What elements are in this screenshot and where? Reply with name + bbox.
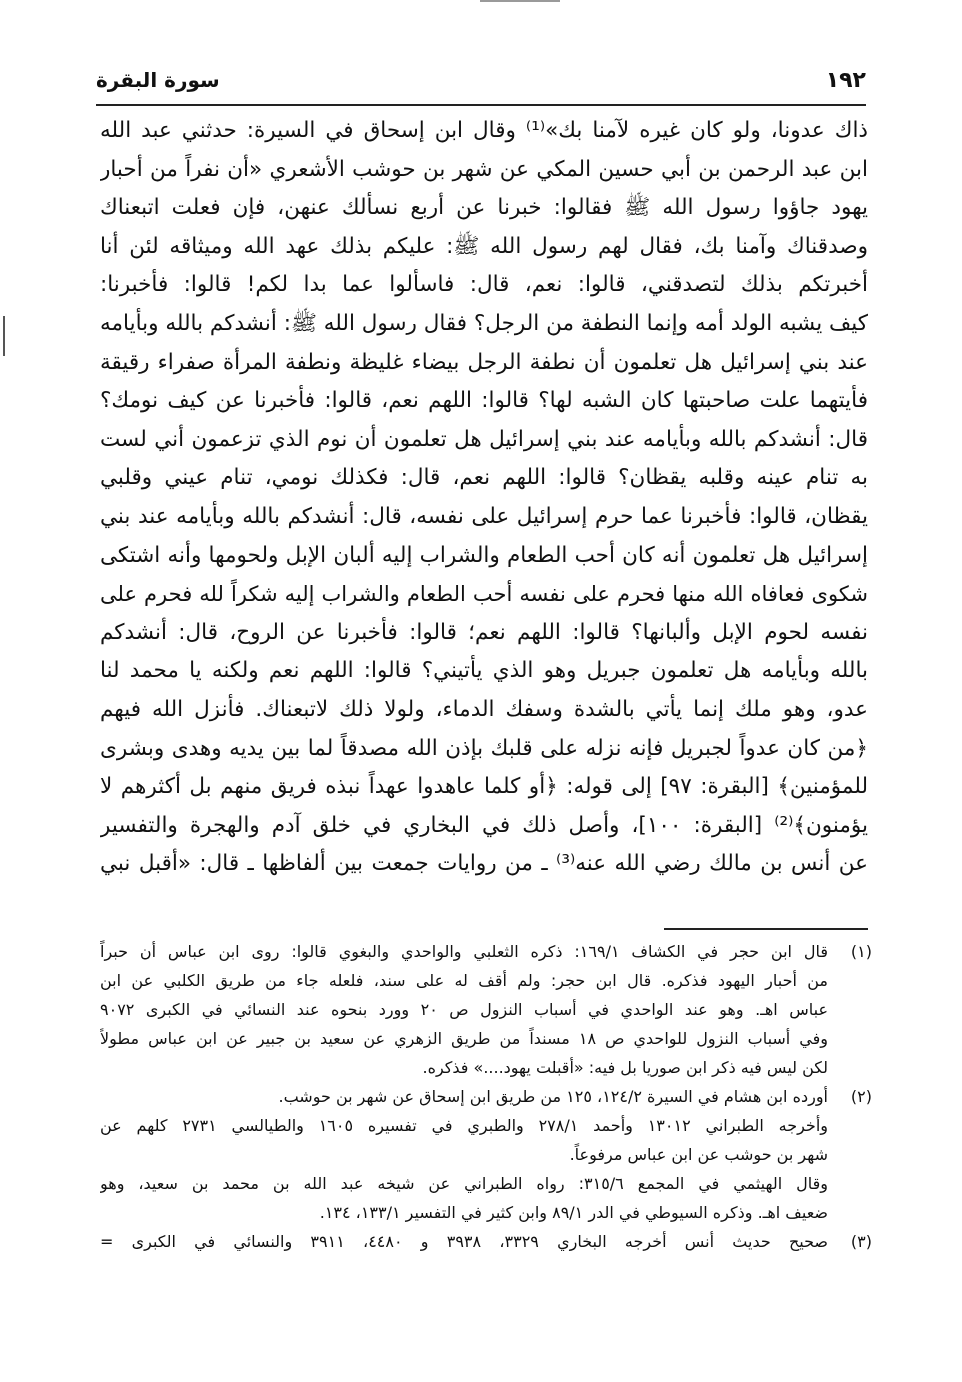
footnote-text: ضعيف اهـ. وذكره السيوطي في الدر ٨٩/١ وابن كثير في التفسير ١٣٣/١، ١٣٤. — [319, 1203, 828, 1222]
footnote-text: شهر بن حوشب عن ابن عباس مرفوعاً. — [569, 1145, 828, 1164]
footnote-text: وأخرجه الطبراني ١٣٠١٢ وأحمد ٢٧٨/١ والطبري في تفسيره ١٦٠٥ والطيالسي ٢٧٣١ كلهم عن — [100, 1116, 828, 1135]
footnote-text: عباس اهـ. وهو عند الواحدي في أسباب النزول ص ٢٠ وورد بنحوه عند النسائي في الكبرى ٩٠٧٢ — [100, 1000, 829, 1019]
footnote-text: لكن ليس فيه ذكر ابن صوريا بل فيه: «أقبلت يهود....» فذكره. — [422, 1058, 828, 1077]
surah-title: سورة البقرة — [96, 68, 220, 92]
text-line: للمؤمنين﴾ [البقرة: ٩٧] إلى قوله: ﴿أو كلما عاهدوا عهداً نبذه فريق منهم بل أكثرهم لا — [100, 774, 868, 800]
text-line: يؤمنون﴾⁽²⁾ [البقرة: ١٠٠]، وأصل ذلك في البخاري في خلق آدم والهجرة والتفسير — [100, 812, 868, 838]
text-line: وصدقناك وآمنا بك، فقال لهم رسول الله ﷺ: عليكم بذلك عهد الله وميثاقه لئن أنا — [100, 233, 868, 259]
footnote-text: قال ابن حجر في الكشاف ١٦٩/١: ذكره الثعلبي والواحدي والبغوي قالوا: روى ابن عباس أن حبراً — [100, 942, 829, 961]
footnote-divider — [664, 928, 868, 930]
text-line: شكوى فعافاه الله منها فحرم على نفسه أحب الطعام والشراب إليه شكراً لله فحرم على — [100, 582, 868, 607]
footnote-text: من أحبار اليهود فذكره. قال ابن حجر: ولم أقف له على سند، فلعله جاء من طريق الكلبي عن ابن — [100, 971, 828, 990]
text-line: كيف يشبه الولد أمه وإنما النطفة من الرجل؟ فقال رسول الله ﷺ: أنشدكم بالله وبأيامه — [100, 310, 868, 336]
text-line: يقظان، قالوا: فأخبرنا عما حرم إسرائيل على نفسه، قال: أنشدكم بالله وبأيامه عند بني — [100, 503, 868, 529]
running-header — [96, 68, 866, 100]
footnote-line — [100, 1198, 872, 1227]
text-line: به تنام عينه وقلبه يقظان؟ قالوا: اللهم نعم، قال: فكذلك نومي، تنام عيني وقلبي — [100, 465, 868, 491]
footnote-line — [100, 1024, 872, 1053]
footnote-line — [100, 1053, 872, 1082]
text-line: فأيتهما علت صاحبتها كان الشبه لها؟ قالوا: اللهم نعم، قالوا: فأخبرنا عن كيف نومك؟ — [100, 388, 868, 414]
scan-edge-mark — [480, 0, 560, 2]
footnotes-section — [100, 937, 872, 1256]
footnote-line — [100, 937, 872, 966]
footnote-line — [100, 1169, 872, 1198]
footnote-line — [100, 1082, 872, 1111]
footnote-number: (٣) — [850, 1232, 872, 1251]
footnote-text: صحيح حديث أنس أخرجه البخاري ٣٣٢٩، ٣٩٣٨ و ٤٤٨٠، ٣٩١١ والنسائي في الكبرى = — [100, 1232, 829, 1251]
footnote-line — [100, 966, 872, 995]
text-line: ﴿من كان عدواً لجبريل فإنه نزله على قلبك بإذن الله مصدقاً لما بين يديه وهدى وبشرى — [100, 735, 868, 761]
scan-margin-mark — [3, 316, 5, 356]
footnote-number: (٢) — [850, 1087, 872, 1106]
text-line: عدو، وهو ملك إنما يأتي بالشدة وسفك الدماء، ولولا ذلك لاتبعناك. فأنزل الله فيهم — [100, 696, 868, 722]
footnote-line — [100, 1227, 872, 1256]
text-line: عن أنس بن مالك رضي الله عنه⁽³⁾ ـ من روايات جمعت بين ألفاظها ـ قال: «أقبل نبي — [100, 851, 868, 877]
header-divider — [96, 104, 866, 106]
text-line: ابن عبد الرحمن بن أبي حسين المكي عن شهر بن حوشب الأشعري «أن نفراً من أحبار — [100, 156, 868, 182]
text-line: عند بني إسرائيل هل تعلمون أن نطفة الرجل بيضاء غليظة ونطفة المرأة صفراء رقيقة — [100, 349, 868, 375]
text-line: ذاك عدونا، ولو كان غيره لآمنا بك»⁽¹⁾ وقال ابن إسحاق في السيرة: حدثني عبد الله — [100, 118, 868, 143]
text-line: بالله وبأيامه هل تعلمون جبريل وهو الذي يأتيني؟ قالوا: اللهم نعم ولكنه يا محمد لنا — [100, 658, 868, 684]
text-line: أخبرتكم بذلك لتصدقني، قالوا: نعم، قال: فاسألوا عما بدا لكم! قالوا: فأخبرنا: — [100, 272, 868, 298]
text-line: يهود جاؤوا رسول الله ﷺ فقالوا: خبرنا عن أربع نسألك عنهن، فإن فعلت اتبعناك — [100, 195, 868, 221]
footnote-text: أورده ابن هشام في السيرة ١٢٤/٢، ١٢٥ من طريق ابن إسحاق عن شهر بن حوشب. — [278, 1087, 828, 1106]
footnote-line — [100, 1140, 872, 1169]
main-text-body — [100, 112, 868, 884]
footnote-text: وفي أسباب النزول للواحدي ص ١٨ مسنداً من طريق الزهري عن سعيد بن جبير عن ابن عباس مطولاً — [100, 1029, 829, 1048]
text-line: إسرائيل هل تعلمون أنه كان أحب الطعام والشراب إليه ألبان الإبل ولحومها وأنه اشتكى — [100, 542, 868, 568]
text-line: قال: أنشدكم بالله وبأيامه عند بني إسرائيل هل تعلمون أن نوم الذي تزعمون أني لست — [100, 426, 868, 452]
footnote-line — [100, 995, 872, 1024]
footnote-number: (١) — [850, 942, 872, 961]
footnote-line — [100, 1111, 872, 1140]
footnote-text: وقال الهيثمي في المجمع ٣١٥/٦: رواه الطبراني عن شيخه عبد الله بن محمد بن سعيد، وهو — [100, 1174, 829, 1193]
page-number: ١٩٢ — [825, 68, 866, 93]
text-line: نفسه لحوم الإبل وألبانها؟ قالوا: اللهم نعم؛ قالوا: فأخبرنا عن الروح، قال: أنشدكم — [100, 619, 868, 645]
